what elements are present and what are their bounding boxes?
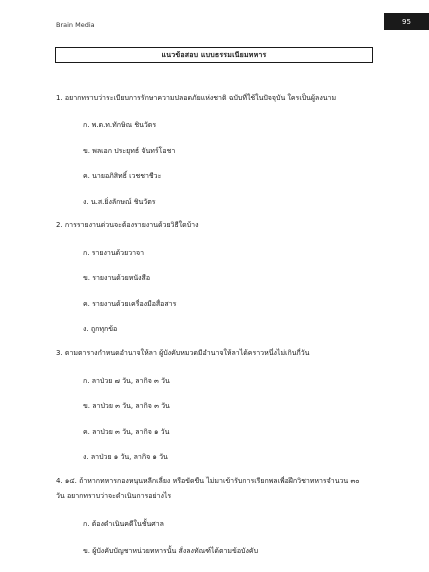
question-2-option-b: ข. รายงานด้วยหนังสือ xyxy=(83,274,151,282)
question-4-option-a: ก. ต้องดำเนินคดีในชั้นศาล xyxy=(83,520,164,528)
question-1-option-a: ก. พ.ต.ท.ทักษิณ ชินวัตร xyxy=(83,121,157,129)
question-2-text: 2. การรายงานด่วนจะต้องรายงานด้วยวิธีใดบ้าง xyxy=(56,221,199,229)
question-3-option-b: ข. ลาป่วย ๓ วัน, ลากิจ ๓ วัน xyxy=(83,402,170,410)
question-4-option-b: ข. ผู้บังคับบัญชาหน่วยทหารนั้น สั่งลงทัณฑ์ได้ตามข้อบังคับ xyxy=(83,547,259,555)
question-2-option-d: ง. ถูกทุกข้อ xyxy=(83,325,118,333)
question-3-option-a: ก. ลาป่วย ๗ วัน, ลากิจ ๓ วัน xyxy=(83,377,170,385)
question-3-text: 3. ตามตารางกำหนดอำนาจให้ลา ผู้บังคับหมวดมีอำนาจให้ลาได้คราวหนึ่งไม่เกินกี่วัน xyxy=(56,349,310,357)
question-1-option-d: ง. น.ส.ยิ่งลักษณ์ ชินวัตร xyxy=(83,198,156,206)
question-3-option-c: ค. ลาป่วย ๓ วัน, ลากิจ ๑ วัน xyxy=(83,428,170,436)
question-2-option-a: ก. รายงานด้วยวาจา xyxy=(83,249,145,257)
question-3-option-d: ง. ลาป่วย ๑ วัน, ลากิจ ๑ วัน xyxy=(83,453,168,461)
publisher-name: Brain Media xyxy=(56,21,95,29)
question-4-text-line-2: วัน อยากทราบว่าจะดำเนินการอย่างไร xyxy=(56,492,172,500)
page-number: 95 xyxy=(384,13,429,30)
question-1-option-b: ข. พลเอก ประยุทธ์ จันทร์โอชา xyxy=(83,147,176,155)
question-1-option-c: ค. นายอภิสิทธิ์ เวชชาชีวะ xyxy=(83,172,162,180)
question-4-text-line-1: 4. ๑๔. ถ้าหากทหารกองหนุนหลีกเลี่ยง หรือขัดขืน ไม่มาเข้ารับการเรียกพลเพื่อฝึกวิชาทหารจำนวน ๓๐ xyxy=(56,477,360,485)
question-1-text: 1. อยากทราบว่าระเบียบการรักษาความปลอดภัยแห่งชาติ ฉบับที่ใช้ในปัจจุบัน ใครเป็นผู้ลงนาม xyxy=(56,94,337,102)
section-title: แนวข้อสอบ แบบธรรมเนียมทหาร xyxy=(55,47,373,63)
question-2-option-c: ค. รายงานด้วยเครื่องมือสื่อสาร xyxy=(83,300,177,308)
